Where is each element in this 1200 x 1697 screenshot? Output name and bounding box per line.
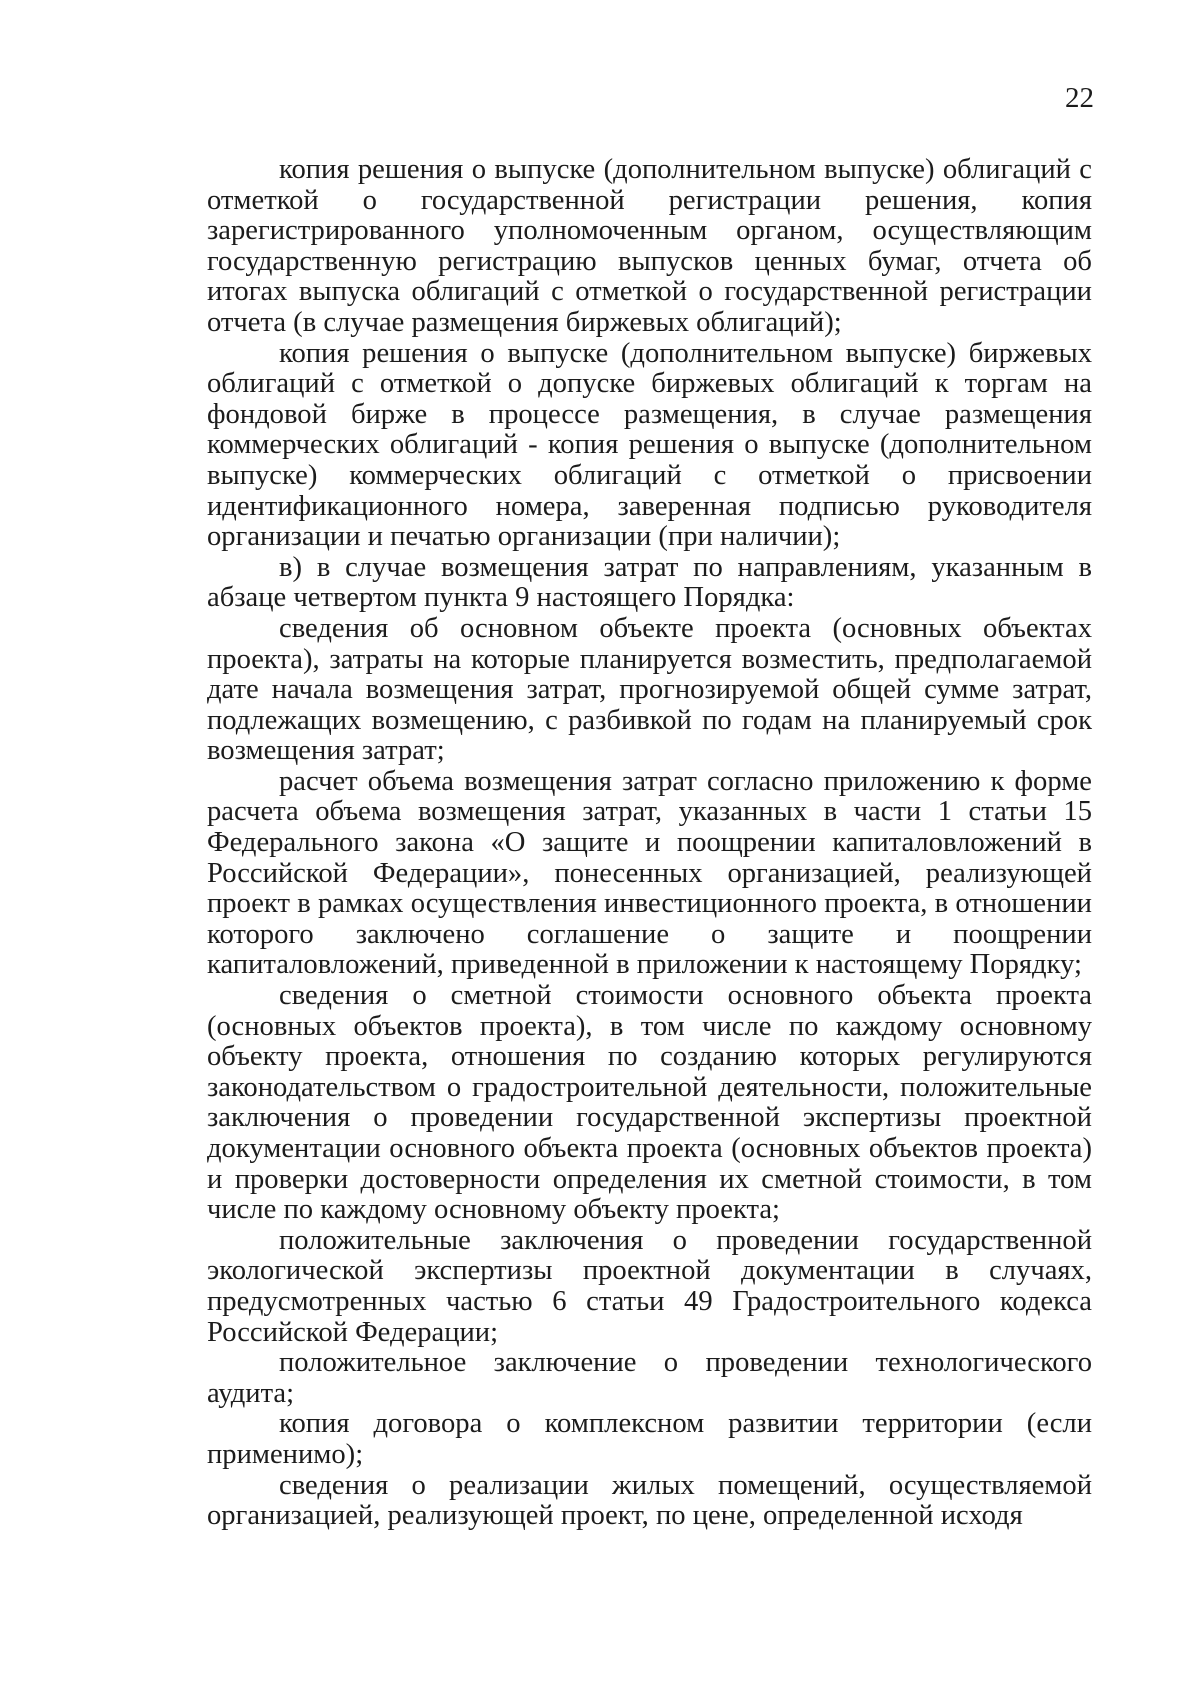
- paragraph: сведения о сметной стоимости основного объекта проекта (основных объектов проекта), в том числе по каждому основному объекту проекта, отношения по созданию которых регулируются законодательством о градостроительной деятельности, положительные заключения о проведении государственной экспертизы проектной документации основного объекта проекта (основных объектов проекта) и проверки достоверности определения их сметной стоимости, в том числе по каждому основному объекту проекта;: [207, 980, 1092, 1226]
- paragraph: копия решения о выпуске (дополнительном выпуске) облигаций с отметкой о государственной регистрации решения, копия зарегистрированного уполномоченным органом, осуществляющим государственную регистрацию выпусков ценных бумаг, отчета об итогах выпуска облигаций с отметкой о государственной регистрации отчета (в случае размещения биржевых облигаций);: [207, 154, 1092, 338]
- document-body: [207, 155, 1092, 1532]
- paragraph: положительное заключение о проведении технологического аудита;: [207, 1347, 1092, 1409]
- paragraph: сведения об основном объекте проекта (основных объектах проекта), затраты на которые планируется возместить, предполагаемой дате начала возмещения затрат, прогнозируемой общей сумме затрат, подлежащих возмещению, с разбивкой по годам на планируемый срок возмещения затрат;: [207, 612, 1092, 767]
- paragraph: в) в случае возмещения затрат по направлениям, указанным в абзаце четвертом пункта 9 настоящего Порядка:: [207, 551, 1092, 614]
- paragraph: сведения о реализации жилых помещений, осуществляемой организацией, реализующей проект, по цене, определенной исходя: [207, 1469, 1092, 1532]
- page-number: 22: [1065, 82, 1094, 114]
- paragraph: положительные заключения о проведении государственной экологической экспертизы проектной документации в случаях, предусмотренных частью 6 статьи 49 Градостроительного кодекса Российской Федерации;: [207, 1224, 1092, 1348]
- paragraph: копия договора о комплексном развитии территории (если применимо);: [207, 1408, 1092, 1470]
- paragraph: копия решения о выпуске (дополнительном выпуске) биржевых облигаций с отметкой о допуске биржевых облигаций к торгам на фондовой бирже в процессе размещения, в случае размещения коммерческих облигаций - копия решения о выпуске (дополнительном выпуске) коммерческих облигаций с отметкой о присвоении идентификационного номера, заверенная подписью руководителя организации и печатью организации (при наличии);: [207, 337, 1092, 553]
- paragraph: расчет объема возмещения затрат согласно приложению к форме расчета объема возмещения затрат, указанных в части 1 статьи 15 Федерального закона «О защите и поощрении капиталовложений в Российской Федерации», понесенных организацией, реализующей проект в рамках осуществления инвестиционного проекта, в отношении которого заключено соглашение о защите и поощрении капиталовложений, приведенной в приложении к настоящему Порядку;: [207, 765, 1092, 981]
